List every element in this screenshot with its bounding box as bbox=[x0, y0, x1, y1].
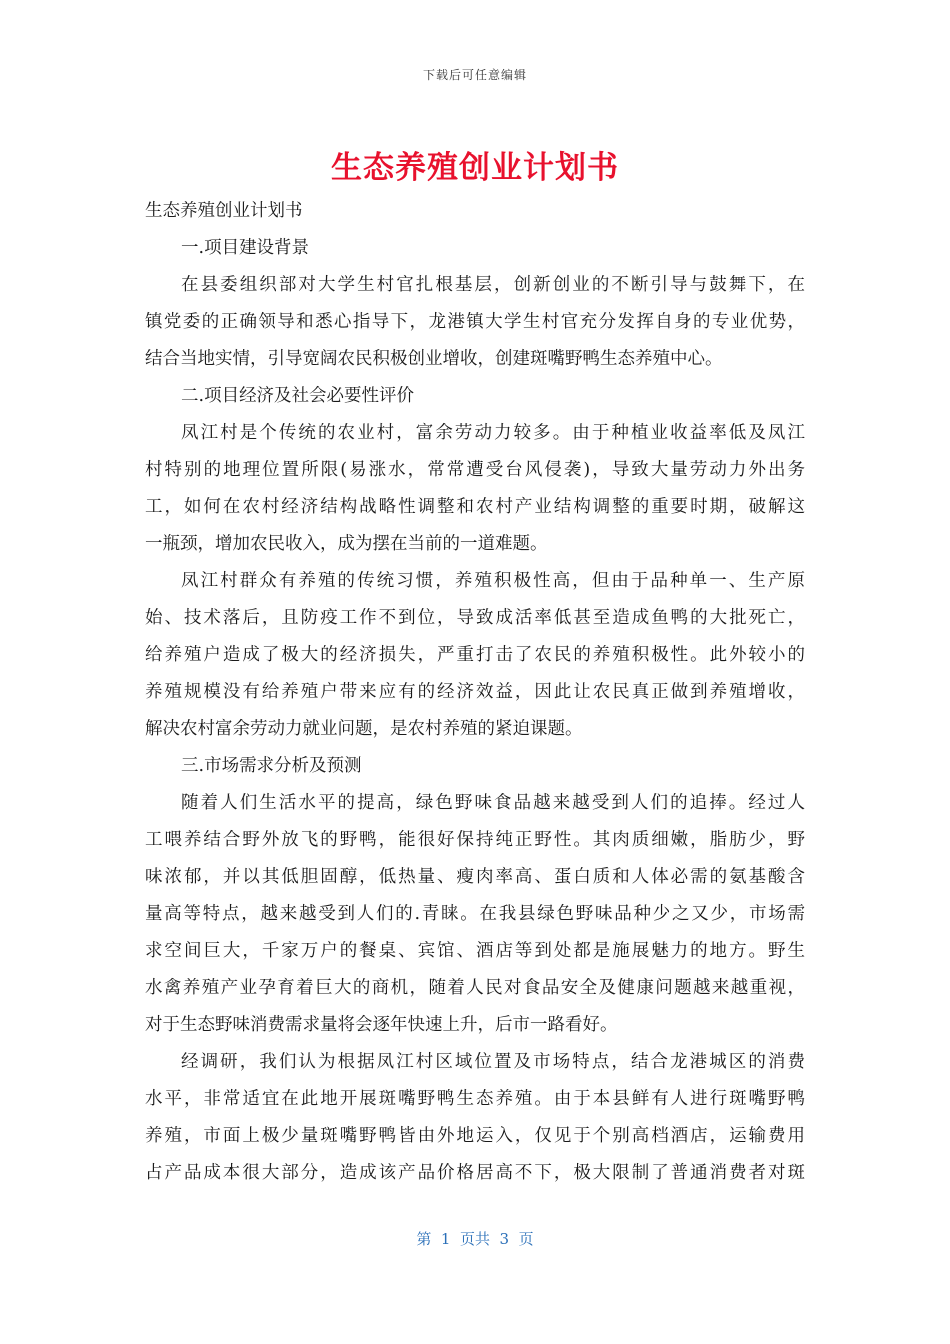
body-line: 解决农村富余劳动力就业问题，是农村养殖的紧迫课题。 bbox=[145, 719, 583, 739]
page-number-footer: 第 1 页共 3 页 bbox=[416, 1230, 534, 1248]
section-heading-1: 一.项目建设背景 bbox=[181, 238, 310, 258]
body-line: 凤江村群众有养殖的传统习惯，养殖积极性高，但由于品种单一、生产原 bbox=[181, 571, 805, 591]
body-line-subtitle: 生态养殖创业计划书 bbox=[145, 201, 303, 221]
document-title: 生态养殖创业计划书 bbox=[331, 150, 619, 186]
body-line: 始、技术落后，且防疫工作不到位，导致成活率低甚至造成鱼鸭的大批死亡， bbox=[145, 608, 805, 628]
body-line: 对于生态野味消费需求量将会逐年快速上升，后市一路看好。 bbox=[145, 1015, 618, 1035]
body-line: 量高等特点，越来越受到人们的.青睐。在我县绿色野味品种少之又少，市场需 bbox=[145, 904, 805, 924]
document-body bbox=[145, 193, 805, 1192]
body-line: 给养殖户造成了极大的经济损失，严重打击了农民的养殖积极性。此外较小的 bbox=[145, 645, 805, 665]
section-heading-3: 三.市场需求分析及预测 bbox=[181, 756, 362, 776]
body-line: 养殖规模没有给养殖户带来应有的经济效益，因此让农民真正做到养殖增收， bbox=[145, 682, 805, 702]
body-line: 工喂养结合野外放飞的野鸭，能很好保持纯正野性。其肉质细嫩，脂肪少，野 bbox=[145, 830, 805, 850]
body-line: 一瓶颈，增加农民收入，成为摆在当前的一道难题。 bbox=[145, 534, 548, 554]
body-line: 求空间巨大，千家万户的餐桌、宾馆、酒店等到处都是施展魅力的地方。野生 bbox=[145, 941, 805, 961]
body-line: 经调研，我们认为根据凤江村区域位置及市场特点，结合龙港城区的消费 bbox=[181, 1052, 805, 1072]
body-line: 养殖，市面上极少量斑嘴野鸭皆由外地运入，仅见于个别高档酒店，运输费用 bbox=[145, 1126, 805, 1146]
body-line: 味浓郁，并以其低胆固醇，低热量、瘦肉率高、蛋白质和人体必需的氨基酸含 bbox=[145, 867, 805, 887]
body-line: 在县委组织部对大学生村官扎根基层，创新创业的不断引导与鼓舞下，在 bbox=[181, 275, 805, 295]
body-line: 占产品成本很大部分，造成该产品价格居高不下，极大限制了普通消费者对斑 bbox=[145, 1163, 805, 1183]
body-line: 凤江村是个传统的农业村，富余劳动力较多。由于种植业收益率低及凤江 bbox=[181, 423, 805, 443]
body-line: 水禽养殖产业孕育着巨大的商机，随着人民对食品安全及健康问题越来越重视， bbox=[145, 978, 805, 998]
body-line: 结合当地实情，引导宽阔农民积极创业增收，创建斑嘴野鸭生态养殖中心。 bbox=[145, 349, 723, 369]
header-note: 下载后可任意编辑 bbox=[422, 68, 527, 82]
body-line: 镇党委的正确领导和悉心指导下，龙港镇大学生村官充分发挥自身的专业优势， bbox=[145, 312, 805, 332]
body-line: 工，如何在农村经济结构战略性调整和农村产业结构调整的重要时期，破解这 bbox=[145, 497, 805, 517]
body-line: 水平，非常适宜在此地开展斑嘴野鸭生态养殖。由于本县鲜有人进行斑嘴野鸭 bbox=[145, 1089, 805, 1109]
body-line: 随着人们生活水平的提高，绿色野味食品越来越受到人们的追捧。经过人 bbox=[181, 793, 805, 813]
section-heading-2: 二.项目经济及社会必要性评价 bbox=[181, 386, 415, 406]
body-line: 村特别的地理位置所限(易涨水，常常遭受台风侵袭)，导致大量劳动力外出务 bbox=[145, 460, 805, 480]
